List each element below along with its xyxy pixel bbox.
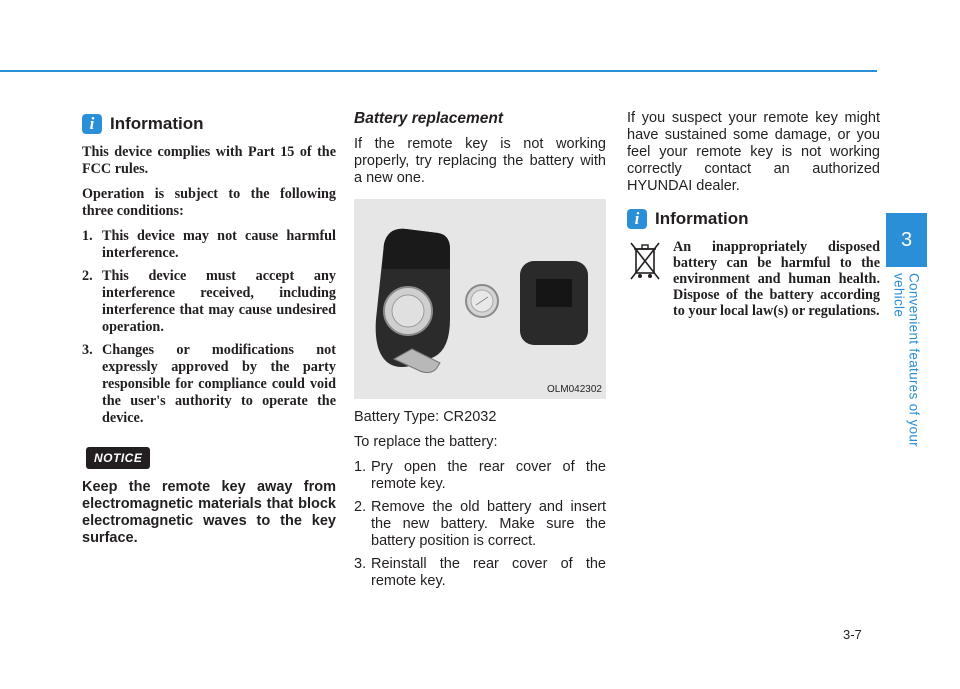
column-dealer-info — [627, 110, 880, 319]
fcc-text — [82, 144, 336, 427]
column-battery-replacement — [354, 110, 606, 596]
figure-code: OLM042302 — [546, 384, 602, 395]
disposal-notice — [627, 239, 880, 319]
list-item — [82, 342, 336, 427]
battery-text — [354, 136, 606, 187]
list-number: 3. — [82, 342, 93, 358]
paragraph: If the remote key is not working properly, try replacing the battery with a new one. — [354, 136, 606, 186]
information-title: Information — [655, 209, 749, 228]
list-text: This device must accept any interference received, including interference that may cause undesired operation. — [102, 268, 336, 335]
list-number: 1. — [82, 228, 93, 244]
info-icon: i — [627, 209, 647, 229]
steps-intro: To replace the battery: — [354, 434, 498, 450]
conditions-list — [82, 228, 336, 427]
remote-key-figure — [354, 199, 606, 399]
page-number: 3-7 — [843, 627, 862, 642]
list-item — [354, 459, 606, 493]
crossed-bin-icon — [627, 239, 663, 283]
list-text: Pry open the rear cover of the remote key. — [371, 459, 606, 492]
information-heading — [82, 114, 336, 134]
list-number: 2. — [82, 268, 93, 284]
list-text: Reinstall the rear cover of the remote key. — [371, 556, 606, 589]
notice-text: Keep the remote key away from electromagnetic materials that block electromagnetic waves to the key surface. — [82, 479, 336, 546]
header-rule — [0, 70, 877, 72]
info-icon: i — [82, 114, 102, 134]
information-heading — [627, 209, 880, 229]
list-number: 2. — [354, 499, 367, 515]
replacement-steps — [354, 409, 606, 590]
list-item — [354, 556, 606, 590]
paragraph: If you suspect your remote key might have sustained some damage, or you feel your remote key is not working correctly contact an authorized HYUNDAI dealer. — [627, 110, 880, 194]
list-item — [354, 499, 606, 550]
list-text: Remove the old battery and insert the new battery. Make sure the battery position is correct. — [371, 499, 606, 549]
list-number: 3. — [354, 556, 367, 572]
paragraph: This device complies with Part 15 of the FCC rules. — [82, 144, 336, 177]
notice-badge: NOTICE — [86, 447, 150, 469]
list-text: This device may not cause harmful interference. — [102, 228, 336, 261]
battery-type: Battery Type: CR2032 — [354, 409, 497, 425]
disposal-text: An inappropriately disposed battery can be harmful to the environment and human health. Dispose of the battery according to your local law(s) or regulations. — [673, 239, 880, 319]
information-title: Information — [110, 114, 204, 133]
chapter-title: Convenient features of your vehicle — [891, 273, 922, 447]
chapter-number-tab: 3 — [886, 213, 927, 267]
list-text: Changes or modifications not expressly approved by the party responsible for compliance could void the user's authority to operate the device. — [102, 342, 336, 426]
paragraph: Operation is subject to the following three conditions: — [82, 186, 336, 219]
list-item — [82, 228, 336, 262]
list-number: 1. — [354, 459, 367, 475]
steps-list — [354, 459, 606, 590]
dealer-text — [627, 110, 880, 195]
column-information — [82, 110, 336, 547]
list-item — [82, 268, 336, 336]
remote-key-illustration — [354, 199, 606, 399]
section-title: Battery replacement — [354, 110, 504, 127]
